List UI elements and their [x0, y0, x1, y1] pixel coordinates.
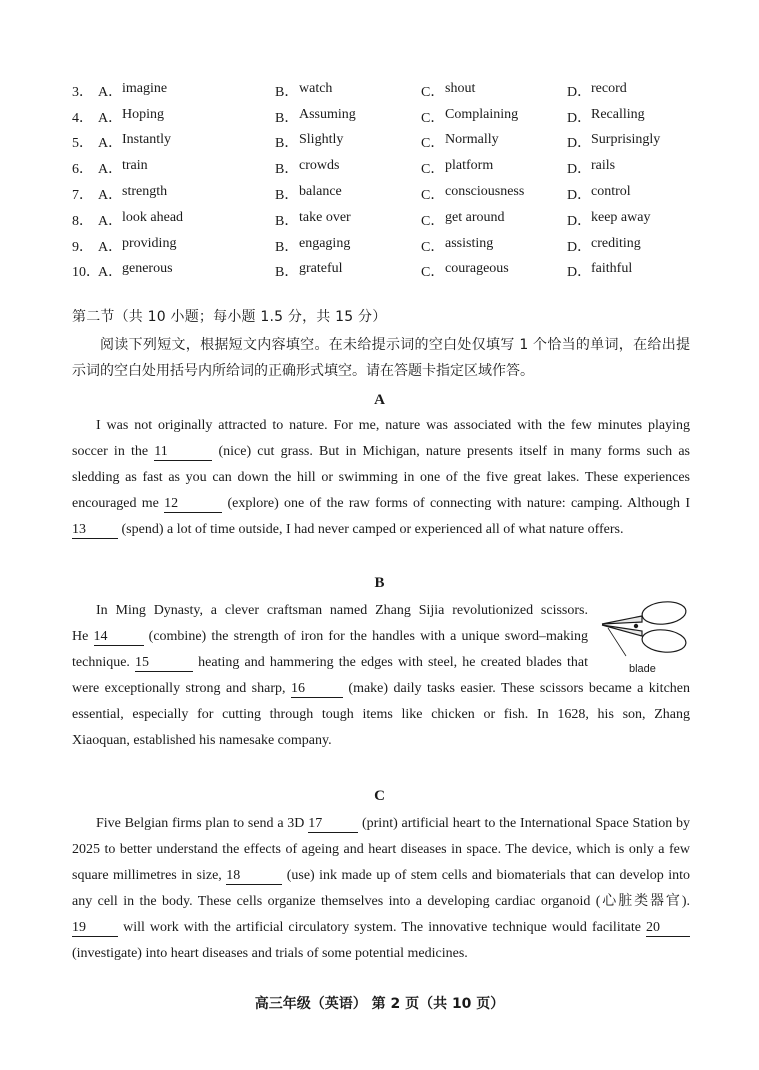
passage-c-segment: (use) ink made up of stem cells and biomaterials that can develop into any cell in the body. These cells organize themselves into a developing cardiac organoid (心脏类器官).	[72, 868, 690, 909]
option-text: platform	[445, 158, 494, 174]
option-text: courageous	[445, 261, 509, 277]
passage-b-segment: were exceptionally strong and sharp,	[72, 681, 291, 696]
option-row	[72, 233, 692, 259]
option-row	[72, 207, 692, 233]
question-number: 3．	[72, 84, 93, 100]
option-letter: A．	[98, 188, 123, 204]
option-text: grateful	[299, 261, 343, 277]
option-text: balance	[299, 184, 342, 200]
blank-20[interactable]: 20	[646, 920, 690, 937]
section-title: 第二节（共 10 小题；每小题 1.5 分，共 15 分）	[72, 309, 387, 325]
option-letter: D．	[567, 265, 592, 281]
passage-a-segment: (explore) one of the raw forms of connecting with nature: camping. Although I	[222, 496, 690, 511]
blank-11[interactable]: 11	[154, 444, 212, 461]
option-letter: A．	[98, 84, 123, 100]
option-a[interactable]	[98, 158, 275, 178]
option-letter: D．	[567, 136, 592, 152]
option-row	[72, 104, 692, 130]
option-c[interactable]	[421, 81, 567, 101]
option-d[interactable]	[567, 132, 687, 152]
blank-18[interactable]: 18	[226, 868, 282, 885]
scissors-upper-blade	[602, 616, 642, 624]
passage-a-segment: (nice) cut grass. But in Michigan, nature presents itself in many forms such as sledding as fast as you can down the hill or swimming in one of the five great lakes. These experiences encouraged me	[72, 444, 690, 511]
blank-17[interactable]: 17	[308, 816, 358, 833]
option-row	[72, 78, 692, 104]
option-text: watch	[299, 80, 333, 96]
option-d[interactable]	[567, 107, 687, 127]
option-letter: B．	[275, 84, 299, 100]
option-letter: A．	[98, 265, 123, 281]
option-letter: D．	[567, 188, 592, 204]
option-row	[72, 155, 692, 181]
option-letter: D．	[567, 84, 592, 100]
option-a[interactable]	[98, 81, 275, 101]
passage-b-segment: heating and hammering the edges with steel, he created blades that	[193, 655, 588, 670]
question-number: 6．	[72, 162, 93, 178]
option-letter: A．	[98, 110, 123, 126]
option-row	[72, 130, 692, 156]
option-text: take over	[299, 209, 351, 225]
passage-b-line: In Ming Dynasty, a clever craftsman named Zhang Sijia revolutionized scissors.	[96, 603, 588, 618]
option-d[interactable]	[567, 81, 687, 101]
option-letter: D．	[567, 239, 592, 255]
option-text: record	[591, 80, 627, 96]
option-d[interactable]	[567, 158, 687, 178]
option-c[interactable]	[421, 158, 567, 178]
passage-c-segment: (print) artificial heart to the International Space Station by 2025 to better understand the effects of ageing and heart diseases in space. The device, which is only a few square millimetres in size,	[72, 816, 690, 883]
scissors-lower-handle	[641, 628, 687, 654]
option-text: keep away	[591, 209, 651, 225]
option-letter: B．	[275, 239, 299, 255]
option-a[interactable]	[98, 132, 275, 152]
option-letter: C．	[421, 110, 445, 126]
question-number: 5．	[72, 136, 93, 152]
blade-pointer-line	[608, 628, 626, 656]
passage-a-text	[72, 413, 690, 543]
option-b[interactable]	[275, 210, 421, 230]
passage-b-segment: technique.	[72, 655, 136, 670]
passage-c-label: C	[374, 788, 385, 804]
option-letter: B．	[275, 188, 299, 204]
option-letter: B．	[275, 265, 299, 281]
passage-b-line: essential, especially for cutting through tough items like chicken or fish. In 1628, his son, Zhang	[72, 707, 690, 722]
option-text: Hoping	[122, 106, 164, 122]
option-text: Slightly	[299, 132, 344, 148]
page-footer: 高三年级（英语） 第 2 页（共 10 页）	[254, 996, 505, 1012]
option-text: shout	[445, 80, 476, 96]
passage-c-text	[72, 811, 690, 967]
option-text: providing	[122, 235, 177, 251]
option-text: Instantly	[122, 132, 171, 148]
option-letter: D．	[567, 213, 592, 229]
option-text: crediting	[591, 235, 641, 251]
option-row	[72, 181, 692, 207]
option-b[interactable]	[275, 236, 421, 256]
option-text: engaging	[299, 235, 351, 251]
option-letter: C．	[421, 213, 445, 229]
option-d[interactable]	[567, 236, 687, 256]
option-letter: B．	[275, 162, 299, 178]
passage-b-line	[72, 624, 588, 650]
option-text: generous	[122, 261, 173, 277]
option-text: imagine	[122, 80, 168, 96]
blank-19[interactable]: 19	[72, 920, 118, 937]
passage-c-segment: will work with the artificial circulatory system. The innovative technique would facilitate	[118, 920, 646, 935]
option-c[interactable]	[421, 107, 567, 127]
passage-a-segment: I was not originally attracted to nature. For me, nature was associated with the few minutes playing soccer in the	[72, 418, 690, 459]
option-letter: C．	[421, 239, 445, 255]
passage-b-line: Xiaoquan, established his namesake company.	[72, 733, 332, 748]
option-d[interactable]	[567, 184, 687, 204]
option-a[interactable]	[98, 184, 275, 204]
blank-13[interactable]: 13	[72, 522, 118, 539]
option-c[interactable]	[421, 236, 567, 256]
option-text: Complaining	[445, 106, 519, 122]
blank-12[interactable]: 12	[164, 496, 222, 513]
option-c[interactable]	[421, 184, 567, 204]
scissors-upper-handle	[641, 600, 687, 626]
blank-15[interactable]: 15	[135, 655, 193, 672]
question-number: 4．	[72, 110, 93, 126]
option-letter: C．	[421, 188, 445, 204]
option-letter: A．	[98, 162, 123, 178]
option-text: Assuming	[299, 106, 356, 122]
option-c[interactable]	[421, 261, 567, 281]
option-letter: B．	[275, 110, 299, 126]
passage-b-label: B	[374, 575, 385, 591]
option-d[interactable]	[567, 210, 687, 230]
option-b[interactable]	[275, 81, 421, 101]
option-b[interactable]	[275, 158, 421, 178]
passage-c-segment: Five Belgian firms plan to send a 3D	[96, 816, 309, 831]
passage-b-segment: He	[72, 629, 94, 644]
option-letter: C．	[421, 162, 445, 178]
option-text: Recalling	[591, 106, 645, 122]
option-text: get around	[445, 209, 505, 225]
option-letter: C．	[421, 136, 445, 152]
option-letter: D．	[567, 110, 592, 126]
blank-14[interactable]: 14	[94, 629, 144, 646]
question-number: 7．	[72, 188, 93, 204]
option-d[interactable]	[567, 261, 687, 281]
option-letter: B．	[275, 213, 299, 229]
blank-16[interactable]: 16	[291, 681, 343, 698]
option-c[interactable]	[421, 132, 567, 152]
option-letter: D．	[567, 162, 592, 178]
passage-a-segment: (spend) a lot of time outside, I had never camped or experienced all of what nature offers.	[118, 522, 624, 537]
option-b[interactable]	[275, 107, 421, 127]
question-number: 10．	[72, 265, 100, 281]
option-letter: A．	[98, 136, 123, 152]
option-c[interactable]	[421, 210, 567, 230]
option-b[interactable]	[275, 132, 421, 152]
option-text: assisting	[445, 235, 494, 251]
option-a[interactable]	[98, 210, 275, 230]
option-letter: C．	[421, 265, 445, 281]
option-a[interactable]	[98, 261, 275, 281]
options-table	[72, 78, 692, 284]
option-a[interactable]	[98, 107, 275, 127]
passage-c-segment: (investigate) into heart diseases and trials of some potential medicines.	[72, 946, 468, 961]
option-text: Surprisingly	[591, 132, 661, 148]
question-number: 8．	[72, 213, 93, 229]
option-text: train	[122, 158, 148, 174]
passage-b-segment: (combine) the strength of iron for the handles with a unique sword–making	[143, 629, 588, 644]
question-number: 9．	[72, 239, 93, 255]
blade-label: blade	[629, 663, 656, 675]
option-text: control	[591, 184, 631, 200]
option-text: look ahead	[122, 209, 184, 225]
scissors-pivot	[634, 624, 637, 627]
option-text: Normally	[445, 132, 499, 148]
option-letter: A．	[98, 239, 123, 255]
option-text: crowds	[299, 158, 340, 174]
option-text: faithful	[591, 261, 633, 277]
option-letter: C．	[421, 84, 445, 100]
passage-b-segment: (make) daily tasks easier. These scissors became a kitchen	[342, 681, 690, 696]
passage-a-label: A	[374, 392, 385, 408]
option-text: consciousness	[445, 184, 525, 200]
option-text: strength	[122, 184, 168, 200]
section-instructions: 阅读下列短文，根据短文内容填空。在未给提示词的空白处仅填写 1 个恰当的单词，在给出提示词的空白处用括号内所给词的正确形式填空。请在答题卡指定区域作答。	[72, 337, 690, 379]
option-letter: B．	[275, 136, 299, 152]
option-b[interactable]	[275, 184, 421, 204]
option-b[interactable]	[275, 261, 421, 281]
option-text: rails	[591, 158, 616, 174]
option-a[interactable]	[98, 236, 275, 256]
option-letter: A．	[98, 213, 123, 229]
passage-b-line	[72, 650, 588, 676]
option-row	[72, 259, 692, 285]
